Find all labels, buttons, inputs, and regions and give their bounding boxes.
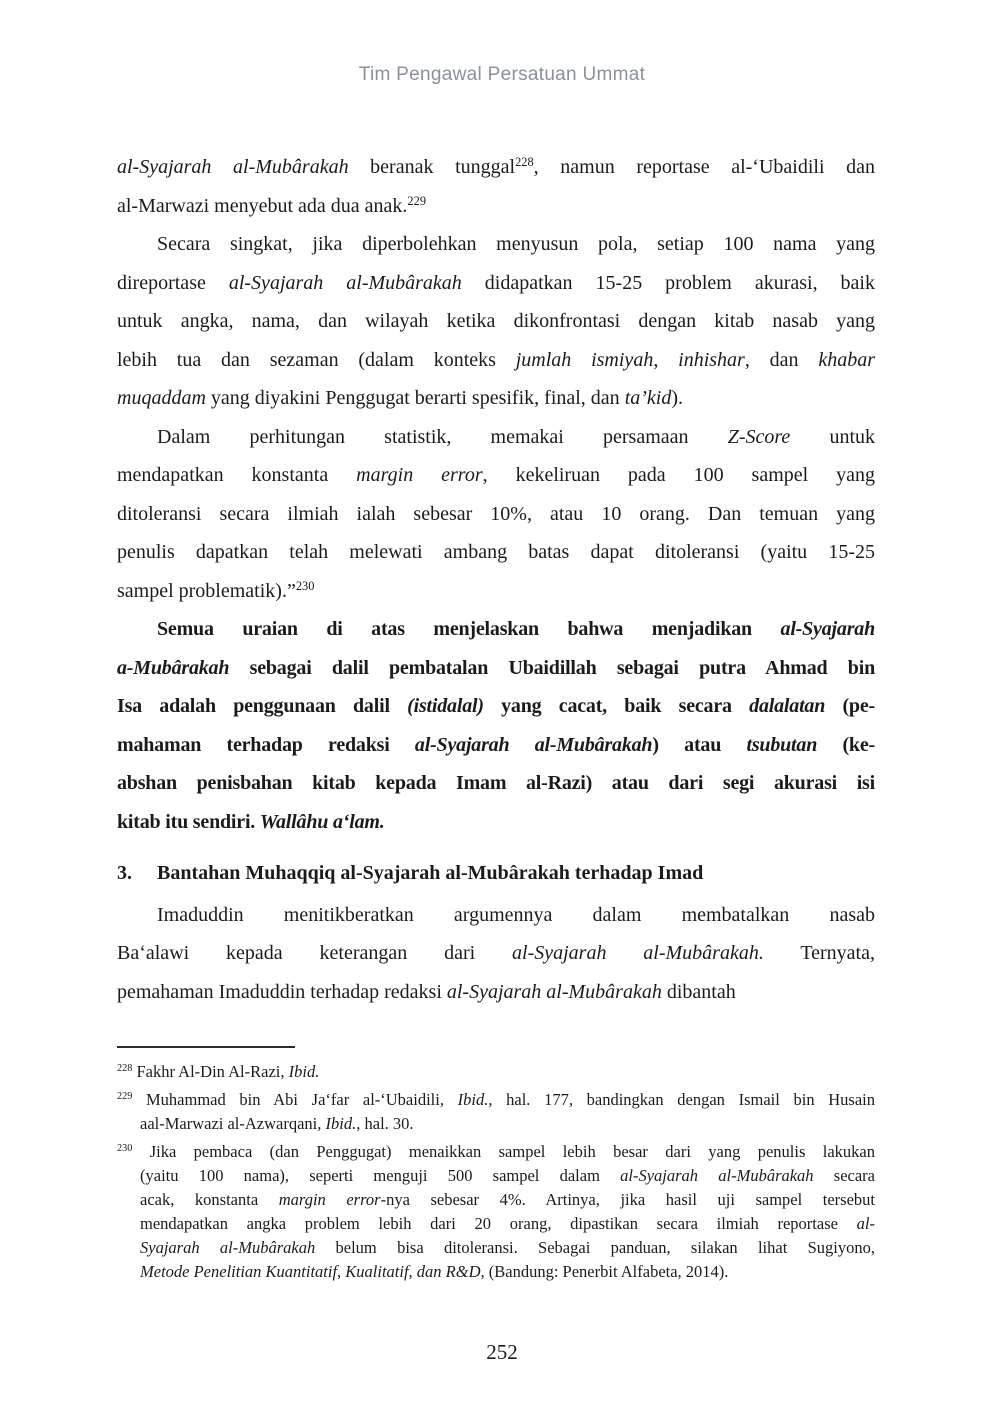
text-segment: ) atau xyxy=(652,733,747,756)
footnote-229 xyxy=(117,1088,875,1136)
text-segment: al-Syajarah al-Mubârakah xyxy=(414,733,653,756)
text-line xyxy=(117,495,875,534)
text-segment: Imaduddin menitikberatkan argumennya dalam membatalkan nasab xyxy=(157,903,875,926)
text-segment: -nya sebesar 4%. Artinya, jika hasil uji sampel tersebut xyxy=(380,1190,875,1209)
text-line xyxy=(117,148,875,187)
text-line xyxy=(117,1060,875,1084)
text-segment: Secara singkat, jika diperbolehkan menyusun pola, setiap 100 nama yang xyxy=(157,233,875,255)
text-segment: mendapatkan angka problem lebih dari 20 orang, dipastikan secara ilmiah reportase xyxy=(140,1214,857,1233)
text-segment: , hal. 177, bandingkan dengan Ismail bin Husain xyxy=(488,1090,876,1109)
footnote-reference: 228 xyxy=(117,1063,133,1075)
text-segment: dalalatan xyxy=(749,695,826,717)
text-segment: al-Syajarah al-Mubârakah xyxy=(620,1166,814,1185)
text-segment: Metode Penelitian Kuantitatif, Kualitatif, dan R&D xyxy=(140,1262,481,1281)
paragraph-4-bold xyxy=(117,610,875,841)
text-segment: aal-Marwazi al-Azwarqani, xyxy=(140,1114,326,1133)
text-segment: Bantahan Muhaqqiq al-Syajarah al-Mubârakah terhadap Imad xyxy=(157,862,704,884)
text-line xyxy=(117,764,875,803)
text-segment: inhishar xyxy=(678,348,745,371)
text-line xyxy=(117,1164,875,1188)
section-heading xyxy=(117,854,875,893)
text-segment: untuk angka, nama, dan wilayah ketika dikonfrontasi dengan kitab nasab yang xyxy=(117,310,875,332)
text-segment: margin error xyxy=(278,1190,381,1209)
text-segment: yang diyakini Penggugat berarti spesifik, final, dan xyxy=(205,387,625,409)
text-segment: muqaddam xyxy=(117,387,206,409)
text-line xyxy=(117,533,875,572)
text-line xyxy=(117,456,875,495)
text-segment: lebih tua dan sezaman (dalam konteks xyxy=(117,348,516,371)
text-segment: Semua uraian di atas menjelaskan bahwa menjadikan xyxy=(157,618,781,640)
text-line xyxy=(117,1088,875,1112)
text-line xyxy=(117,726,875,765)
text-segment: yang cacat, baik secara xyxy=(483,695,750,717)
footnote-228 xyxy=(117,1060,875,1084)
text-segment: sampel problematik).” xyxy=(117,579,296,602)
text-segment: al-Syajarah al-Mubârakah xyxy=(228,271,462,294)
text-segment: acak, konstanta xyxy=(140,1190,279,1209)
footnote-reference: 229 xyxy=(407,193,427,208)
text-segment: Ibid. xyxy=(288,1062,320,1081)
text-segment: Ibid. xyxy=(457,1090,489,1109)
text-segment: al-Marwazi menyebut ada dua anak. xyxy=(117,194,408,217)
text-line xyxy=(117,264,875,303)
text-segment: , (Bandung: Penerbit Alfabeta, 2014). xyxy=(480,1262,729,1281)
text-line xyxy=(117,973,875,1012)
text-line xyxy=(117,1188,875,1212)
text-segment: sebagai dalil pembatalan Ubaidillah sebagai putra Ahmad bin xyxy=(229,656,875,679)
footnote-reference: 230 xyxy=(295,578,315,593)
text-line xyxy=(117,1112,875,1136)
text-segment: Ternyata, xyxy=(763,942,875,964)
text-segment: untuk xyxy=(790,425,876,448)
document-body xyxy=(117,148,875,1011)
text-line xyxy=(117,896,875,935)
text-segment: secara xyxy=(813,1166,875,1185)
footnote-230 xyxy=(117,1140,875,1284)
text-segment: , hal. 30. xyxy=(356,1114,414,1133)
text-line xyxy=(117,1140,875,1164)
text-segment: jumlah ismiyah xyxy=(515,348,654,371)
text-line xyxy=(117,854,875,893)
text-line xyxy=(117,687,875,726)
text-line xyxy=(117,803,875,842)
text-segment: (ke- xyxy=(817,733,875,756)
text-segment: mendapatkan konstanta xyxy=(117,464,357,486)
footnotes xyxy=(117,1060,875,1288)
text-line xyxy=(117,1212,875,1236)
text-segment: (yaitu 100 nama), seperti menguji 500 sampel dalam xyxy=(140,1166,621,1185)
footnote-reference: 230 xyxy=(117,1143,133,1155)
text-line xyxy=(117,187,875,226)
text-segment: abshan penisbahan kitab kepada Imam al-Razi) atau dari segi akurasi isi xyxy=(117,772,875,794)
text-segment: margin error xyxy=(356,464,483,486)
text-line xyxy=(117,1260,875,1284)
text-segment: tsubutan xyxy=(746,733,818,756)
running-header: Tim Pengawal Persatuan Ummat xyxy=(358,64,646,85)
text-segment: direportase xyxy=(117,271,229,294)
text-line xyxy=(117,302,875,341)
text-line xyxy=(117,610,875,649)
text-segment: al-Syajarah al-Mubârakah xyxy=(117,156,349,178)
text-segment: al-Syajarah al-Mubârakah. xyxy=(512,942,764,964)
text-segment: Wallâhu a‘lam. xyxy=(259,810,385,833)
paragraph-2 xyxy=(117,225,875,418)
text-line xyxy=(117,341,875,380)
text-segment: Z-Score xyxy=(727,425,791,448)
text-segment: Fakhr Al-Din Al-Razi, xyxy=(132,1062,289,1081)
text-segment: Isa adalah penggunaan dalil xyxy=(117,695,408,717)
text-segment: Muhammad bin Abi Ja‘far al-‘Ubaidili, xyxy=(132,1090,458,1109)
text-segment: Jika pembaca (dan Penggugat) menaikkan sampel lebih besar dari yang penulis lakukan xyxy=(132,1142,875,1161)
paragraph-5 xyxy=(117,896,875,1012)
text-segment: Syajarah al-Mubârakah xyxy=(140,1238,316,1257)
text-segment: , namun reportase al-‘Ubaidili dan xyxy=(533,156,875,178)
text-line xyxy=(117,1236,875,1260)
text-line xyxy=(117,649,875,688)
text-segment: Ba‘alawi kepada keterangan dari xyxy=(117,942,513,964)
text-segment: penulis dapatkan telah melewati ambang batas dapat ditoleransi (yaitu 15-25 xyxy=(117,541,875,563)
text-segment: khabar xyxy=(818,348,875,371)
footnote-reference: 228 xyxy=(515,155,534,170)
text-line xyxy=(117,934,875,973)
footnote-separator xyxy=(117,1046,295,1048)
text-line xyxy=(117,418,875,457)
text-segment: belum bisa ditoleransi. Sebagai panduan, silakan lihat Sugiyono, xyxy=(315,1238,875,1257)
text-segment: ). xyxy=(671,387,684,409)
text-segment: (istidalal) xyxy=(407,695,484,717)
text-segment: dibantah xyxy=(661,980,736,1003)
paragraph-1 xyxy=(117,148,875,225)
text-segment: ta’kid xyxy=(624,387,672,409)
text-segment: mahaman terhadap redaksi xyxy=(117,733,415,756)
text-line xyxy=(117,572,875,611)
text-segment: 3. xyxy=(117,862,132,884)
footnote-reference: 229 xyxy=(117,1091,133,1103)
text-segment: didapatkan 15-25 problem akurasi, baik xyxy=(461,271,875,294)
text-line xyxy=(117,379,875,418)
text-segment: Ibid. xyxy=(325,1114,357,1133)
text-segment: beranak tunggal xyxy=(348,156,516,178)
page-number: 252 xyxy=(486,1340,518,1364)
text-segment: ditoleransi secara ilmiah ialah sebesar 10%, atau 10 orang. Dan temuan yang xyxy=(117,502,875,525)
text-segment: al-Syajarah al-Mubârakah xyxy=(446,980,662,1003)
text-line xyxy=(117,225,875,264)
text-segment: , kekeliruan pada 100 sampel yang xyxy=(482,464,875,486)
text-segment: , dan xyxy=(744,348,819,371)
text-segment: , xyxy=(653,348,679,371)
text-segment: kitab itu sendiri. xyxy=(117,810,260,833)
text-segment: Dalam perhitungan statistik, memakai persamaan xyxy=(157,425,728,448)
text-segment: a-Mubârakah xyxy=(117,656,230,679)
text-segment: al-Syajarah xyxy=(780,618,875,640)
text-segment: (pe- xyxy=(825,695,875,717)
text-segment: pemahaman Imaduddin terhadap redaksi xyxy=(117,980,447,1003)
text-segment: al- xyxy=(856,1214,875,1233)
paragraph-3 xyxy=(117,418,875,611)
